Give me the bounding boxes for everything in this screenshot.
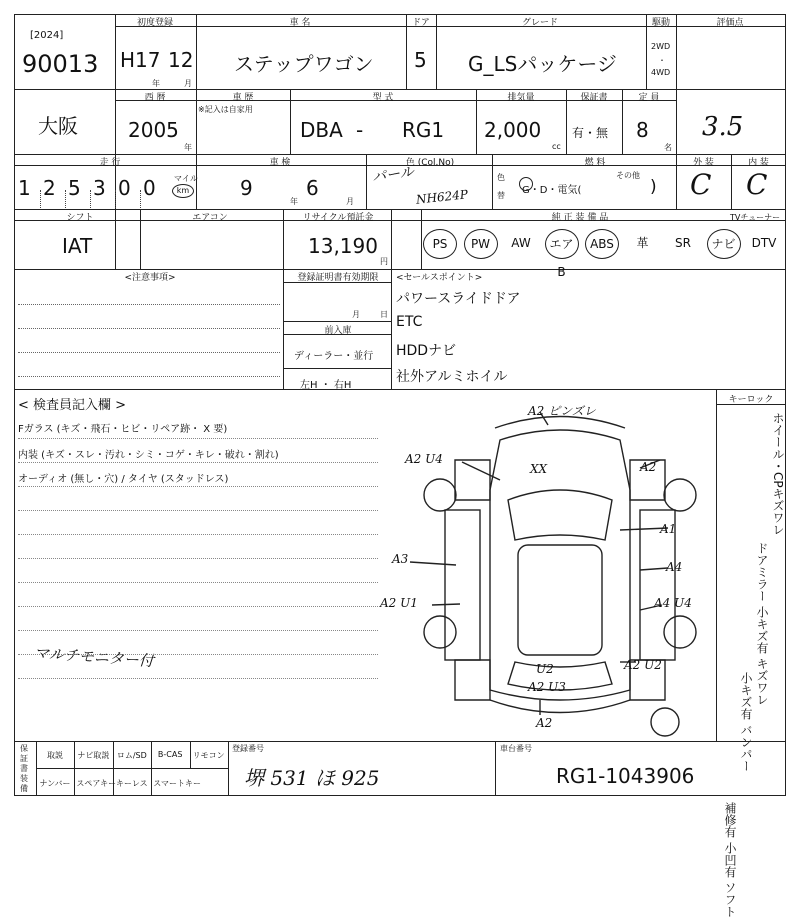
unit-month: 月 <box>184 79 192 88</box>
col-line <box>421 209 422 269</box>
label-doors: ドア <box>412 18 430 28</box>
car-body-outline <box>490 430 630 700</box>
label-aircon: エアコン <box>192 213 228 223</box>
damage-mark: A4 <box>666 560 683 574</box>
warranty: 有・無 <box>572 126 609 140</box>
equipment-item: AW <box>511 236 531 250</box>
label-interior: 内 装 <box>748 158 769 168</box>
sales-point: ETC <box>396 314 423 330</box>
inspection-line <box>18 534 378 535</box>
exterior-grade: C <box>690 168 712 201</box>
unit-month: 月 <box>346 197 354 206</box>
mileage-mile: マイル <box>174 174 198 183</box>
rating-score: 3.5 <box>702 112 744 142</box>
footer-divider <box>74 768 75 796</box>
col-line <box>366 154 367 209</box>
damage-mark: A2 ピンズレ <box>528 404 596 418</box>
equipment-item: ナビ <box>707 229 741 259</box>
label-first-reg: 初度登録 <box>136 18 173 28</box>
col-line <box>36 741 37 796</box>
mileage-km: km <box>172 184 194 198</box>
fuel-close: ) <box>650 177 657 197</box>
label-model: 型 式 <box>372 93 394 103</box>
interior-grade: C <box>746 168 768 201</box>
handwritten-note: マルチモニター付 <box>33 643 155 671</box>
first-reg-month: 12 <box>168 48 194 72</box>
side-char: 装 <box>20 774 28 783</box>
damage-mark: A1 <box>660 522 677 536</box>
label-car-name: 車 名 <box>289 18 311 28</box>
damage-mark: A2 <box>640 460 657 474</box>
header-line <box>283 321 391 322</box>
grade: G_LSパッケージ <box>468 52 617 76</box>
vertical-note: ドアミラー 小キズ有 キズワレ <box>755 542 769 706</box>
mileage-digit: 3 <box>93 176 106 200</box>
unit-capacity: 名 <box>664 143 672 152</box>
caution-line <box>18 328 280 329</box>
col-line <box>476 89 477 154</box>
footer-divider <box>190 741 191 768</box>
inspection-line <box>18 630 378 631</box>
col-line <box>140 209 141 269</box>
label-rating: 評価点 <box>716 18 744 28</box>
footer-line <box>36 768 228 769</box>
inspection-line <box>18 438 378 439</box>
shift-type: IAT <box>62 234 93 258</box>
equipment-item: エアB <box>545 229 579 259</box>
digit-divider <box>65 190 66 208</box>
footer-side-label <box>20 744 28 774</box>
digit-divider <box>40 190 41 208</box>
footer-accessory: ナンバー <box>39 779 71 788</box>
first-reg-era: H17 <box>120 48 161 72</box>
drive-4wd: 4WD <box>651 68 671 77</box>
region: 大阪 <box>38 114 78 138</box>
col-line <box>290 89 291 154</box>
side-char: 備 <box>20 784 28 793</box>
inspection-line <box>18 654 378 655</box>
footer-divider <box>151 741 152 768</box>
equipment-item: PW <box>464 229 498 259</box>
row-line <box>14 389 786 390</box>
damage-mark: A2 U3 <box>528 680 566 694</box>
footer-accessory: B-CAS <box>157 750 183 759</box>
equipment-item: DTV <box>751 236 777 250</box>
label-history: 車 歴 <box>232 93 254 103</box>
drive-2wd: 2WD <box>651 42 671 51</box>
inspection-line <box>18 582 378 583</box>
damage-mark: A2 U4 <box>405 452 443 466</box>
sales-title: <セールスポイント> <box>396 273 483 283</box>
sales-point: HDDナビ <box>396 343 457 359</box>
label-year: 西 暦 <box>144 93 166 103</box>
reg-number: 堺 531 ほ 925 <box>244 766 380 790</box>
label-warranty: 保証書 <box>580 93 608 103</box>
inspector-title: < 検査員記入欄 > <box>18 398 127 413</box>
equipment-item: PS <box>423 229 457 259</box>
model-prefix: DBA <box>300 118 343 142</box>
damage-mark: XX <box>530 462 548 476</box>
label-exterior: 外 装 <box>693 158 714 168</box>
mileage-digit: 2 <box>43 176 56 200</box>
label-color: 色 (Col.No) <box>405 158 455 168</box>
dealer-import: ディーラー・並行 <box>294 351 374 362</box>
unit-year: 年 <box>290 197 298 206</box>
inspection-line <box>18 486 378 487</box>
reg-day: 日 <box>380 310 388 319</box>
footer-side-label2 <box>20 774 28 794</box>
sales-point: パワースライドドア <box>396 291 521 307</box>
steering-side: 左H ・ 右H <box>300 380 352 391</box>
door-count: 5 <box>414 48 427 72</box>
chassis-number-label: 車台番号 <box>500 744 532 753</box>
damage-mark: A2 <box>536 716 553 730</box>
digit-divider <box>115 190 116 208</box>
vertical-note: ホイール・CPキズワレ <box>771 412 785 536</box>
chassis-number: RG1-1043906 <box>556 764 695 788</box>
reg-month: 月 <box>352 310 360 319</box>
caution-title: <注意事項> <box>124 273 176 283</box>
inspection-line <box>18 606 378 607</box>
prev-entry-title: 前入庫 <box>324 326 352 336</box>
label-grade: グレード <box>521 18 558 28</box>
model-year: 2005 <box>128 118 179 142</box>
damage-mark: A2 U2 <box>624 658 662 672</box>
sales-point: 社外アルミホイル <box>396 369 508 385</box>
vertical-note: 補修有 小凹有 ソフト <box>723 802 737 918</box>
header-line <box>283 334 391 335</box>
caution-line <box>18 352 280 353</box>
inspection-line <box>18 510 378 511</box>
mileage-digit: 1 <box>18 176 31 200</box>
color-code: NH624P <box>415 187 469 207</box>
footer-divider <box>74 741 75 768</box>
glass-condition: Fガラス (キズ・飛石・ヒビ・リペア跡・ X 要) <box>18 424 228 435</box>
caution-line <box>18 376 280 377</box>
label-capacity: 定 員 <box>638 93 660 103</box>
footer-divider <box>113 741 114 768</box>
color-name: パール <box>371 164 415 186</box>
footer-divider <box>151 768 152 796</box>
footer-accessory: キーレス <box>115 779 148 788</box>
recycle-fee: 13,190 <box>308 234 378 258</box>
footer-accessory: スマートキー <box>153 779 202 788</box>
footer-accessory: ナビ取説 <box>77 751 110 760</box>
footer-accessory: スペアキー <box>76 779 117 788</box>
col-line <box>115 14 116 269</box>
header-line <box>283 368 391 369</box>
interior-condition: 内装 (キズ・スレ・汚れ・シミ・コゲ・キレ・破れ・割れ) <box>18 450 279 461</box>
header-line <box>283 282 391 283</box>
col-line <box>283 269 284 389</box>
reg-number-label: 登録番号 <box>232 744 264 753</box>
entry-year: [2024] <box>30 30 64 41</box>
inspection-line <box>18 462 378 463</box>
label-mileage: 走 行 <box>99 158 121 168</box>
col-line <box>495 741 496 796</box>
footer-accessory: ロム/SD <box>116 751 147 760</box>
col-line <box>283 209 284 269</box>
label-shift: シフト <box>66 213 94 223</box>
keylock-label: キーロック <box>728 395 774 405</box>
capacity: 8 <box>636 118 649 142</box>
col-line <box>676 14 677 209</box>
fuel-other: その他 <box>616 171 640 180</box>
reg-expiry-title: 登録証明書有効期限 <box>297 273 379 283</box>
side-char: 証 <box>20 754 28 763</box>
fuel-gas-circle <box>519 177 533 191</box>
unit-yen: 円 <box>380 257 388 266</box>
damage-mark: A3 <box>392 552 409 566</box>
col-line <box>391 209 392 389</box>
equipment-item: SR <box>675 236 691 250</box>
inspection-line <box>18 558 378 559</box>
damage-mark: A4 U4 <box>654 596 692 610</box>
unit-year: 年 <box>184 143 192 152</box>
vertical-note: 小キズ有 バンパー <box>739 672 753 772</box>
fuel-change-label: 替 <box>497 191 505 200</box>
caution-line <box>18 304 280 305</box>
label-equipment: 純 正 装 備 品 <box>551 213 609 223</box>
side-char: 保 <box>20 744 28 753</box>
equipment-item: ABS <box>585 229 619 259</box>
label-recycle: リサイクル預託金 <box>302 213 374 223</box>
damage-mark: A2 U1 <box>380 596 418 610</box>
label-fuel: 燃 料 <box>584 158 606 168</box>
footer-accessory: 取説 <box>47 751 63 760</box>
unit-year: 年 <box>152 79 160 88</box>
fuel-options: G・D・電気( <box>522 185 582 196</box>
displacement: 2,000 <box>484 118 542 142</box>
footer-divider <box>113 768 114 796</box>
col-line <box>228 741 229 796</box>
fuel-color-label: 色 <box>497 173 505 182</box>
inspection-line <box>18 678 378 679</box>
model-dash: - <box>356 118 364 142</box>
history-note: ※記入は自家用 <box>198 105 253 114</box>
digit-divider <box>90 190 91 208</box>
label-inspection: 車 検 <box>269 158 291 168</box>
audio-tire: オーディオ (無し・穴) / タイヤ (スタッドレス) <box>18 474 229 485</box>
side-char: 書 <box>20 764 28 773</box>
model-code: RG1 <box>402 118 445 142</box>
car-name: ステップワゴン <box>234 52 374 76</box>
col-line <box>196 14 197 154</box>
mileage-digit: 0 <box>143 176 156 200</box>
drive-separator: ・ <box>658 56 666 65</box>
footer-accessory: リモコン <box>192 751 225 760</box>
inspection-year: 9 <box>240 176 253 200</box>
mileage-digit: 5 <box>68 176 81 200</box>
inspection-month: 6 <box>306 176 319 200</box>
col-line <box>492 154 493 209</box>
lot-number: 90013 <box>22 50 99 78</box>
row-line <box>14 741 786 742</box>
label-drive: 駆動 <box>651 18 670 28</box>
unit-cc: cc <box>552 142 561 151</box>
digit-divider <box>140 190 141 208</box>
mileage-digit: 0 <box>118 176 131 200</box>
label-tv-tuner: TVチューナー <box>730 213 781 222</box>
equipment-item: 革 <box>636 236 649 250</box>
damage-mark: U2 <box>536 662 554 676</box>
label-displacement: 排気量 <box>507 93 535 103</box>
